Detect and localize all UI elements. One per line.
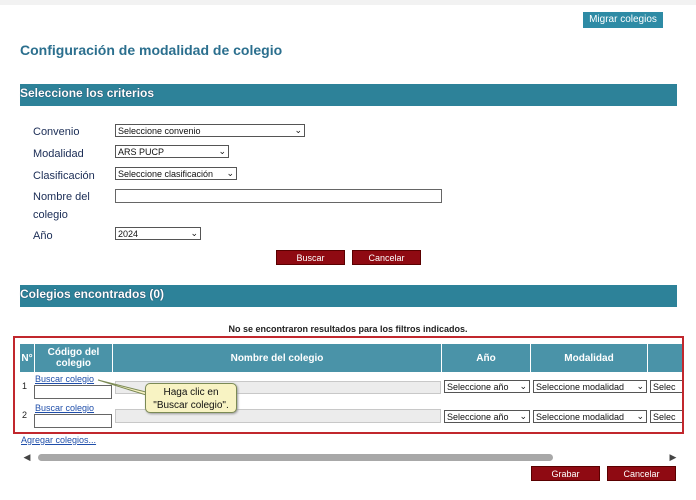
row-anio-select[interactable] (444, 380, 530, 393)
col-codigo-header (35, 344, 113, 372)
tooltip-line1: Haga clic en (163, 387, 219, 398)
row-anio-value: Seleccione año (447, 412, 509, 422)
col-anio-header: Año (442, 344, 531, 372)
anio-label: Año (33, 230, 53, 242)
chevron-down-icon: ⌄ (519, 411, 527, 421)
row-modalidad-value: Seleccione modalidad (536, 382, 625, 392)
col-codigo-line1: Código del (47, 347, 100, 358)
clasificacion-label: Clasificación (33, 170, 95, 182)
row-extra-value: Selec (653, 382, 676, 392)
anio-select[interactable] (115, 227, 201, 240)
horizontal-scrollbar[interactable] (22, 451, 678, 463)
nombre-label-line2: colegio (33, 209, 68, 221)
no-results-message: No se encontraron resultados para los filtros indicados. (228, 324, 468, 334)
row-extra-value: Selec (653, 412, 676, 422)
codigo-colegio-input[interactable] (34, 414, 112, 428)
scroll-left-arrow-icon[interactable]: ◀ (23, 452, 31, 462)
page-title: Configuración de modalidad de colegio (20, 42, 283, 58)
clasificacion-select[interactable] (115, 167, 237, 180)
row-extra-select[interactable] (650, 380, 684, 393)
chevron-down-icon: ⌄ (294, 125, 302, 135)
chevron-down-icon: ⌄ (218, 146, 226, 156)
criteria-section-title: Seleccione los criterios (20, 86, 155, 100)
row-modalidad-select[interactable] (533, 410, 647, 423)
scroll-right-arrow-icon[interactable]: ▶ (669, 452, 677, 462)
clasificacion-select-value: Seleccione clasificación (118, 169, 214, 179)
migrar-colegios-button[interactable]: Migrar colegios (583, 12, 663, 28)
agregar-colegios-link[interactable]: Agregar colegios... (21, 435, 97, 445)
results-section-title: Colegios encontrados (0) (20, 287, 165, 301)
tooltip-line2: "Buscar colegio". (153, 400, 229, 411)
table-row (20, 403, 682, 429)
grabar-button[interactable]: Grabar (531, 466, 600, 481)
row-extra-select[interactable] (650, 410, 684, 423)
nombre-colegio-input[interactable] (115, 189, 442, 203)
convenio-label: Convenio (33, 126, 80, 138)
buscar-button[interactable]: Buscar (276, 250, 345, 265)
chevron-down-icon: ⌄ (519, 381, 527, 391)
row-number: 2 (22, 410, 28, 420)
chevron-down-icon: ⌄ (190, 228, 198, 238)
modalidad-select-value: ARS PUCP (118, 147, 165, 157)
cancelar-footer-button[interactable]: Cancelar (607, 466, 676, 481)
criteria-section-header (20, 84, 677, 106)
nombre-label-line1: Nombre del (33, 191, 90, 203)
buscar-colegio-link[interactable]: Buscar colegio (35, 403, 95, 413)
chevron-down-icon: ⌄ (636, 411, 644, 421)
col-nombre-header: Nombre del colegio (113, 344, 442, 372)
modalidad-select[interactable] (115, 145, 229, 158)
row-anio-select[interactable] (444, 410, 530, 423)
tooltip-pointer (96, 378, 148, 396)
chevron-down-icon: ⌄ (636, 381, 644, 391)
row-modalidad-select[interactable] (533, 380, 647, 393)
scrollbar-thumb[interactable] (38, 454, 553, 461)
col-num-header: N° (20, 344, 35, 372)
row-anio-value: Seleccione año (447, 382, 509, 392)
convenio-select-value: Seleccione convenio (118, 126, 201, 136)
modalidad-label: Modalidad (33, 148, 84, 160)
cancelar-search-button[interactable]: Cancelar (352, 250, 421, 265)
row-modalidad-value: Seleccione modalidad (536, 412, 625, 422)
top-strip (0, 0, 696, 5)
nombre-colegio-label (33, 188, 90, 224)
results-section-header (20, 285, 677, 307)
col-modalidad-header: Modalidad (531, 344, 648, 372)
col-codigo-line2: colegio (55, 358, 91, 369)
help-tooltip (145, 383, 237, 413)
chevron-down-icon: ⌄ (226, 168, 234, 178)
buscar-colegio-link[interactable]: Buscar colegio (35, 374, 95, 384)
row-number: 1 (22, 381, 28, 391)
convenio-select[interactable] (115, 124, 305, 137)
anio-select-value: 2024 (118, 229, 139, 239)
col-extra-header (648, 344, 684, 372)
